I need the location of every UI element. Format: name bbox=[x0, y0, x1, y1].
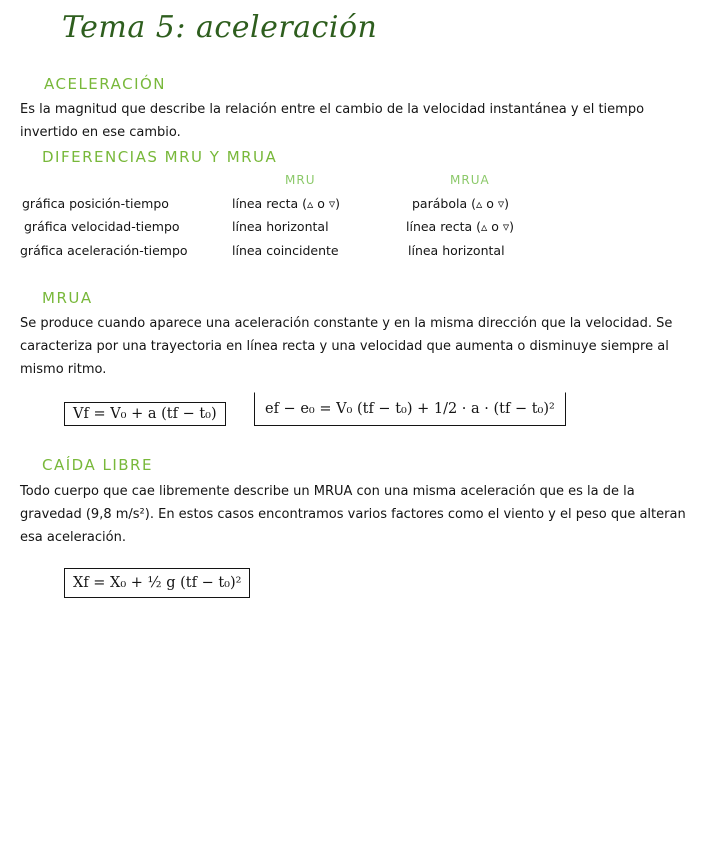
heading-caida-libre: CAÍDA LIBRE bbox=[42, 456, 153, 474]
cell-mru: línea coincidente bbox=[232, 243, 339, 258]
row-label: gráfica velocidad-tiempo bbox=[24, 219, 180, 234]
row-label: gráfica aceleración-tiempo bbox=[20, 243, 188, 258]
heading-mrua: MRUA bbox=[42, 289, 93, 307]
cell-mru: línea recta (▵ o ▿) bbox=[232, 196, 341, 211]
cell-mrua: parábola (▵ o ▿) bbox=[412, 196, 509, 211]
formula-velocity: Vf = V₀ + a (tf − t₀) bbox=[64, 402, 226, 426]
heading-diferencias: DIFERENCIAS MRU Y MRUA bbox=[42, 148, 278, 166]
page-title: Tema 5: aceleración bbox=[62, 10, 378, 45]
column-heading-mru: MRU bbox=[285, 173, 316, 187]
formula-displacement: ef − e₀ = V₀ (tf − t₀) + 1/2 · a · (tf − t₀)² bbox=[254, 392, 566, 426]
row-label: gráfica posición-tiempo bbox=[22, 196, 169, 211]
formula-free-fall: Xf = X₀ + ½ g (tf − t₀)² bbox=[64, 568, 250, 598]
cell-mrua: línea horizontal bbox=[408, 243, 505, 258]
paragraph-mrua: Se produce cuando aparece una aceleración constante y en la misma dirección que la velocidad. Se caracteriza por una trayectoria en línea recta y una velocidad que aumenta o disminuye siempre al mismo ritmo. bbox=[20, 316, 673, 377]
heading-aceleracion: ACELERACIÓN bbox=[44, 75, 167, 93]
cell-mrua: línea recta (▵ o ▿) bbox=[406, 219, 515, 234]
paragraph-caida-libre: Todo cuerpo que cae libremente describe un MRUA con una misma aceleración que es la de la gravedad (9,8 m/s²). En estos casos encontramos varios factores como el viento y el peso que alteran esa aceleración. bbox=[20, 484, 686, 545]
column-heading-mrua: MRUA bbox=[450, 173, 490, 187]
paragraph-aceleracion: Es la magnitud que describe la relación entre el cambio de la velocidad instantánea y el tiempo invertido en ese cambio. bbox=[20, 102, 645, 140]
cell-mru: línea horizontal bbox=[232, 219, 329, 234]
